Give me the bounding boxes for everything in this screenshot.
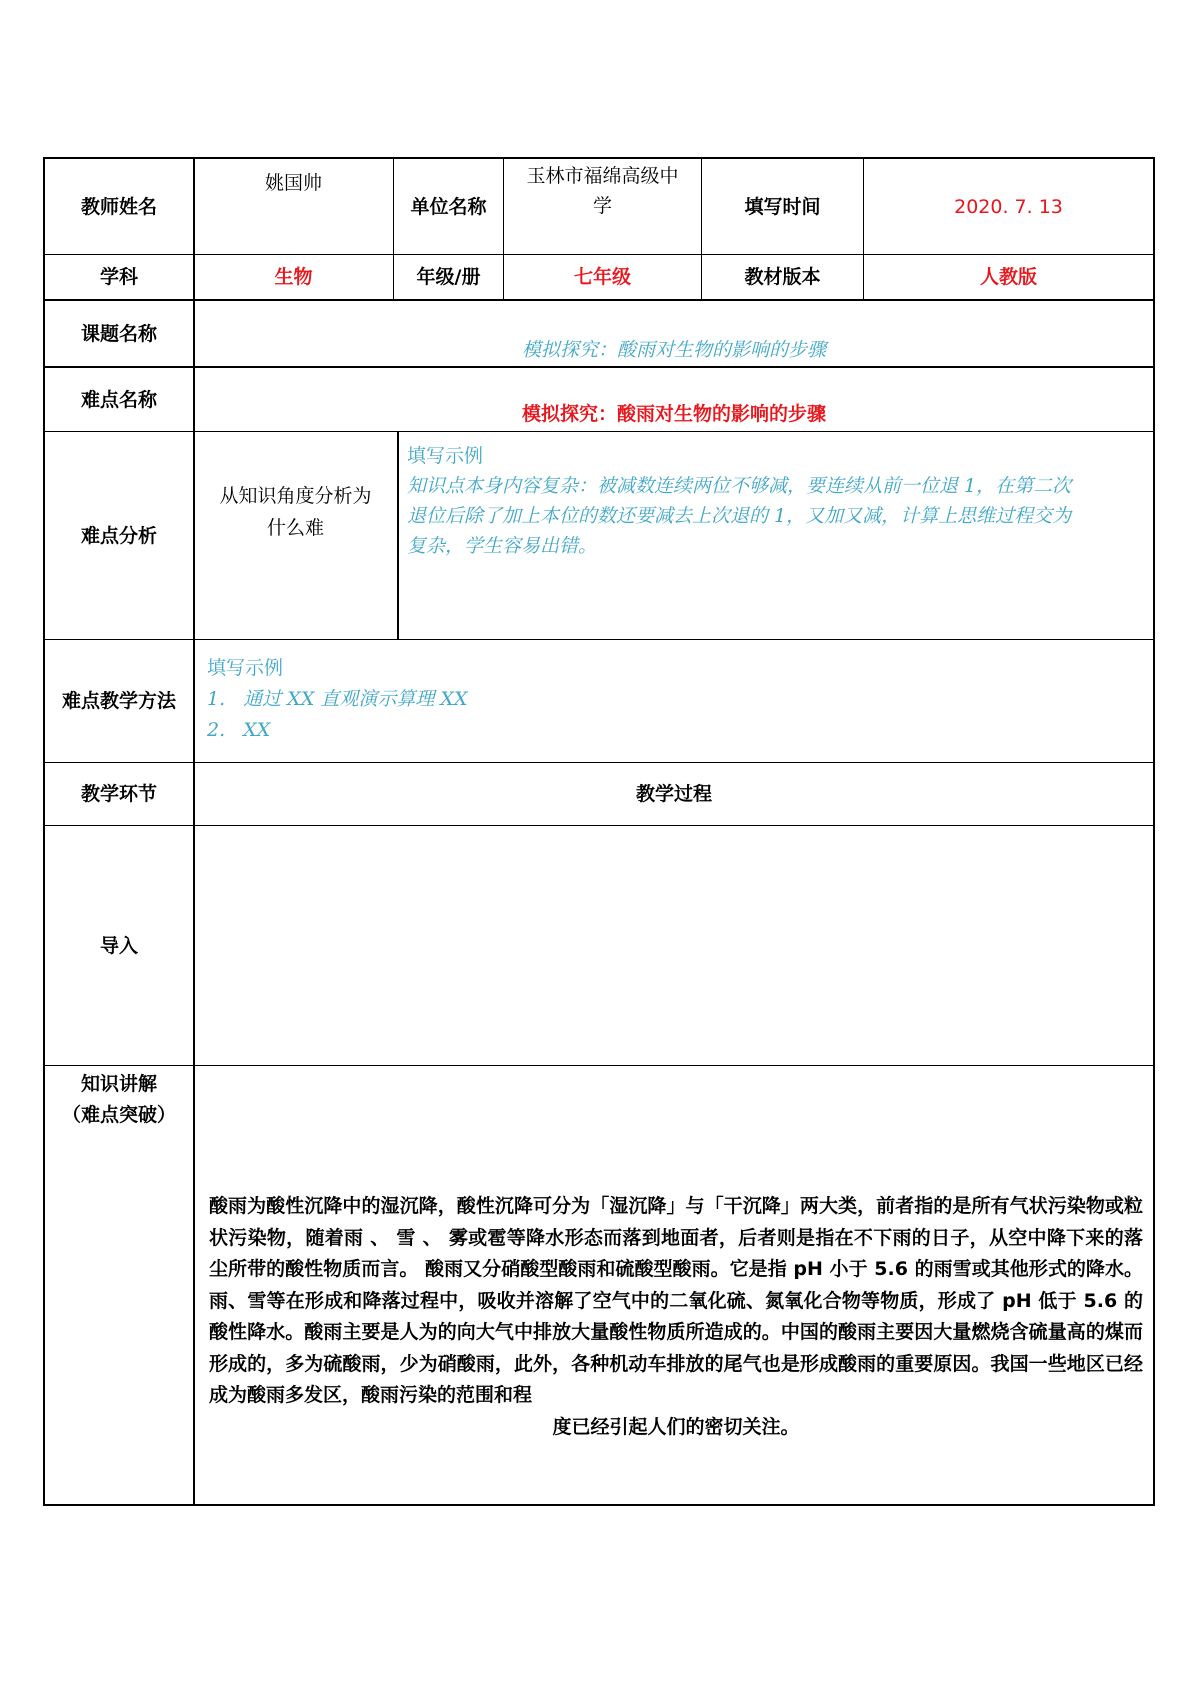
method-example [207,653,1107,746]
analysis-example-title: 填写示例 [407,445,484,467]
unit-name-line2: 学 [592,195,612,217]
subject-label: 学科 [99,266,138,288]
analysis-example-line3: 复杂，学生容易出错。 [407,535,598,557]
analysis-example-line1: 知识点本身内容复杂：被减数连续两位不够减，要连续从前一位退 1，在第二次 [407,475,1072,497]
subject-value: 生物 [274,266,313,288]
edition-value: 人教版 [979,266,1037,288]
analysis-label: 难点分析 [80,524,157,547]
fill-date-label: 填写时间 [744,195,821,218]
teacher-name-label: 教师姓名 [80,195,157,218]
unit-name-label: 单位名称 [410,195,487,218]
lesson-plan-table [43,157,1155,1506]
knowledge-paragraph-last-line: 度已经引起人们的密切关注。 [552,1415,800,1438]
teacher-name-value: 姚国帅 [264,172,322,194]
row-divider [45,366,1153,368]
row-divider [45,639,1153,640]
analysis-sublabel-line1: 从知识角度分析为 [219,485,372,507]
teaching-process-label: 教学过程 [635,783,712,805]
knowledge-label [45,1069,193,1139]
topic-label: 课题名称 [80,322,157,345]
method-item-2: 2. XX [207,719,271,741]
edition-label: 教材版本 [744,266,821,288]
unit-name-line1: 玉林市福绵高级中 [526,165,679,187]
column-divider [397,431,399,639]
analysis-sublabel [194,432,397,592]
teaching-stage-label: 教学环节 [80,783,157,805]
method-example-title: 填写示例 [207,657,284,679]
row-divider [45,825,1153,826]
grade-label: 年级/册 [416,266,481,288]
unit-name-value [504,159,701,223]
method-item-1: 1. 通过 XX 直观演示算理 XX [207,688,468,710]
analysis-example [407,441,1149,561]
row-divider [45,299,1153,301]
fill-date-value: 2020. 7. 13 [954,195,1063,218]
knowledge-paragraph [209,1191,1143,1443]
knowledge-label-line1: 知识讲解 [80,1073,157,1095]
difficulty-label: 难点名称 [80,388,157,411]
row-divider [45,1065,1153,1066]
knowledge-paragraph-body: 酸雨为酸性沉降中的湿沉降，酸性沉降可分为「湿沉降」与「干沉降」两大类，前者指的是所有气状污染物或粒状污染物，随着雨 、 雪 、 雾或雹等降水形态而落到地面者，后者则是指在不下雨的日子，从空中降下来的落尘所带的酸性物质而言。 酸雨又分硝酸型酸雨和硫酸型酸雨。它是指 pH 小于 5.6 的雨雪或其他形式的降水。雨、雪等在形成和降落过程中，吸收并溶解了空气中的二氧化硫、氮氧化合物等物质，形成了 pH 低于 5.6 的酸性降水。酸雨主要是人为的向大气中排放大量酸性物质所造成的。中国的酸雨主要因大量燃烧含硫量高的煤而形成的，多为硫酸雨，少为硝酸雨，此外，各种机动车排放的尾气也是形成酸雨的重要原因。我国一些地区已经成为酸雨多发区，酸雨污染的范围和程 [209,1195,1143,1406]
difficulty-value: 模拟探究：酸雨对生物的影响的步骤 [521,403,826,425]
intro-label: 导入 [99,934,138,957]
analysis-sublabel-line2: 什么难 [266,517,324,539]
grade-value: 七年级 [573,266,631,288]
analysis-example-line2: 退位后除了加上本位的数还要减去上次退的 1，又加又减，计算上思维过程交为 [407,505,1072,527]
topic-value: 模拟探究：酸雨对生物的影响的步骤 [521,339,826,361]
knowledge-label-line2: （难点突破） [61,1104,176,1126]
method-label: 难点教学方法 [61,690,176,712]
